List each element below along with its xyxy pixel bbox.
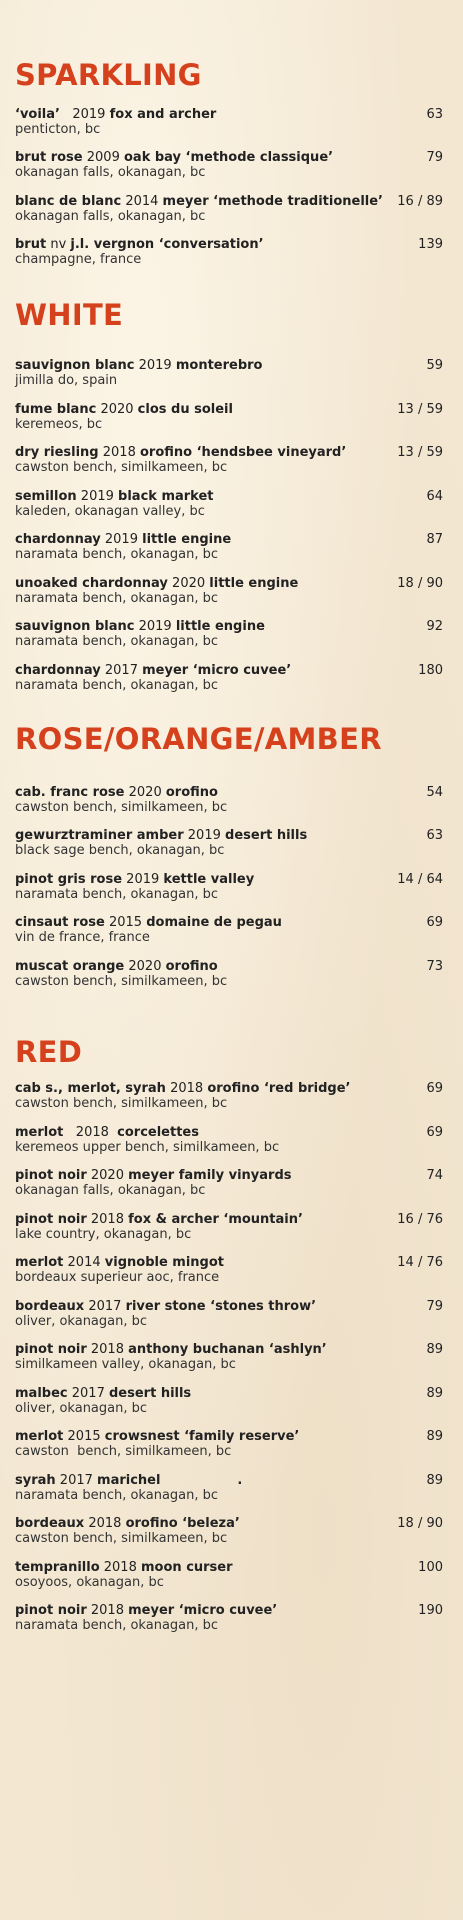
wine-list-item: [15, 915, 443, 951]
wine-list-item: [15, 402, 443, 438]
producer-name: orofino ‘red bridge’: [207, 1081, 351, 1096]
wine-list-item: [15, 532, 443, 568]
wine-list-item: [15, 1560, 443, 1596]
wine-price: 79: [426, 150, 443, 165]
producer-name: little engine: [209, 576, 299, 591]
producer-name: river stone ‘stones throw’: [125, 1299, 317, 1314]
vintage-year: 2017: [71, 1386, 105, 1401]
vintage-year: 2019: [104, 532, 138, 547]
wine-name-line: [15, 1516, 443, 1531]
vintage-year: 2018: [103, 1560, 137, 1575]
wine-name-line: [15, 1168, 443, 1183]
wine-price: 89: [426, 1386, 443, 1401]
wine-price: 92: [426, 619, 443, 634]
wine-name-line: [15, 828, 443, 843]
wine-region: cawston bench, similkameen, bc: [15, 1531, 228, 1546]
grape-variety: muscat orange: [15, 959, 125, 974]
wine-list-item: [15, 663, 443, 699]
wine-region: black sage bench, okanagan, bc: [15, 843, 225, 858]
wine-price: 89: [426, 1429, 443, 1444]
wine-list-item: [15, 576, 443, 612]
producer-name: j.l. vergnon ‘conversation’: [70, 237, 264, 252]
vintage-year: 2019: [138, 619, 172, 634]
wine-region: naramata bench, okanagan, bc: [15, 591, 219, 606]
wine-region: cawston bench, similkameen, bc: [15, 974, 228, 989]
wine-name-line: [15, 358, 443, 373]
vintage-year: 2018: [67, 1125, 114, 1140]
wine-name-line: [15, 1560, 443, 1575]
wine-name-line: [15, 619, 443, 634]
grape-variety: pinot noir: [15, 1168, 87, 1183]
wine-price: 59: [426, 358, 443, 373]
wine-price: 89: [426, 1342, 443, 1357]
wine-list-item: [15, 1125, 443, 1161]
wine-name-line: [15, 237, 443, 252]
vintage-year: 2020: [128, 785, 162, 800]
grape-variety: blanc de blanc: [15, 194, 122, 209]
wine-price: 69: [426, 1125, 443, 1140]
grape-variety: syrah: [15, 1473, 56, 1488]
wine-region: penticton, bc: [15, 122, 101, 137]
vintage-year: 2018: [102, 445, 136, 460]
producer-name: orofino ‘beleza’: [125, 1516, 240, 1531]
wine-name-line: [15, 1429, 443, 1444]
wine-region: osoyoos, okanagan, bc: [15, 1575, 164, 1590]
vintage-year: nv: [50, 237, 67, 252]
producer-name: meyer family vinyards: [128, 1168, 292, 1183]
producer-name: fox & archer ‘mountain’: [128, 1212, 303, 1227]
vintage-year: 2019: [64, 107, 106, 122]
wine-region: champagne, france: [15, 252, 142, 267]
wine-list-item: [15, 1473, 443, 1509]
wine-name-line: [15, 1473, 443, 1488]
wine-list-item: [15, 1255, 443, 1291]
grape-variety: tempranillo: [15, 1560, 100, 1575]
producer-name: little engine: [142, 532, 232, 547]
vintage-year: 2018: [90, 1603, 124, 1618]
grape-variety: brut rose: [15, 150, 83, 165]
grape-variety: merlot: [15, 1255, 64, 1270]
vintage-year: 2019: [138, 358, 172, 373]
producer-name: monterebro: [175, 358, 263, 373]
wine-list-item: [15, 828, 443, 864]
wine-region: cawston bench, similkameen, bc: [15, 1096, 228, 1111]
producer-name: oak bay ‘methode classique’: [123, 150, 334, 165]
wine-price: 18 / 90: [397, 576, 443, 591]
producer-name: crowsnest ‘family reserve’: [104, 1429, 300, 1444]
wine-price: 74: [426, 1168, 443, 1183]
grape-variety: ‘voila’: [15, 107, 60, 122]
grape-variety: bordeaux: [15, 1516, 85, 1531]
producer-name: vignoble mingot: [104, 1255, 224, 1270]
producer-name: domaine de pegau: [146, 915, 282, 930]
wine-list-item: [15, 237, 443, 273]
vintage-year: 2020: [172, 576, 206, 591]
wine-region: okanagan falls, okanagan, bc: [15, 165, 206, 180]
wine-name-line: [15, 194, 443, 209]
wine-region: cawston bench, similkameen, bc: [15, 460, 228, 475]
wine-name-line: [15, 445, 443, 460]
wine-region: similkameen valley, okanagan, bc: [15, 1357, 236, 1372]
wine-region: vin de france, france: [15, 930, 150, 945]
wine-price: 13 / 59: [397, 402, 443, 417]
grape-variety: fume blanc: [15, 402, 97, 417]
vintage-year: 2020: [100, 402, 134, 417]
producer-name: black market: [118, 489, 214, 504]
wine-name-line: [15, 1125, 443, 1140]
vintage-year: 2020: [90, 1168, 124, 1183]
producer-name: clos du soleil: [137, 402, 233, 417]
producer-name: orofino ‘hendsbee vineyard’: [140, 445, 347, 460]
wine-list-item: [15, 619, 443, 655]
wine-price: 100: [418, 1560, 443, 1575]
wine-list-item: [15, 194, 443, 230]
vintage-year: 2018: [88, 1516, 122, 1531]
wine-name-line: [15, 1255, 443, 1270]
wine-name-line: [15, 1212, 443, 1227]
wine-price: 89: [426, 1473, 443, 1488]
wine-price: 79: [426, 1299, 443, 1314]
wine-price: 190: [418, 1603, 443, 1618]
wine-region: naramata bench, okanagan, bc: [15, 1618, 219, 1633]
wine-region: lake country, okanagan, bc: [15, 1227, 192, 1242]
wine-list-item: [15, 959, 443, 995]
producer-name: little engine: [175, 619, 265, 634]
wine-list-item: [15, 785, 443, 821]
wine-name-line: [15, 402, 443, 417]
wine-list-item: [15, 1168, 443, 1204]
grape-variety: unoaked chardonnay: [15, 576, 168, 591]
wine-price: 63: [426, 828, 443, 843]
wine-region: okanagan falls, okanagan, bc: [15, 1183, 206, 1198]
producer-name: meyer ‘methode traditionelle’: [162, 194, 383, 209]
wine-price: 14 / 64: [397, 872, 443, 887]
vintage-year: 2018: [90, 1342, 124, 1357]
wine-list-item: [15, 358, 443, 394]
wine-list-item: [15, 1429, 443, 1465]
wine-region: cawston bench, similkameen, bc: [15, 1444, 232, 1459]
producer-name: orofino: [165, 785, 218, 800]
wine-list-item: [15, 1386, 443, 1422]
vintage-year: 2019: [187, 828, 221, 843]
producer-name: desert hills: [108, 1386, 192, 1401]
grape-variety: semillon: [15, 489, 77, 504]
grape-variety: bordeaux: [15, 1299, 85, 1314]
vintage-year: 2015: [108, 915, 143, 930]
vintage-year: 2014: [125, 194, 159, 209]
wine-name-line: [15, 1386, 443, 1401]
wine-name-line: [15, 107, 443, 122]
grape-variety: chardonnay: [15, 532, 101, 547]
wine-list-item: [15, 489, 443, 525]
wine-region: kaleden, okanagan valley, bc: [15, 504, 205, 519]
wine-region: keremeos, bc: [15, 417, 103, 432]
wine-name-line: [15, 915, 443, 930]
wine-list-item: [15, 107, 443, 143]
grape-variety: cab. franc rose: [15, 785, 125, 800]
wine-list-item: [15, 1299, 443, 1335]
vintage-year: 2014: [67, 1255, 101, 1270]
section-title-white: WHITE: [15, 298, 124, 332]
vintage-year: 2018: [90, 1212, 124, 1227]
vintage-year: 2017: [104, 663, 138, 678]
wine-name-line: [15, 663, 443, 678]
wine-price: 139: [418, 237, 443, 252]
producer-name: corcelettes: [117, 1125, 199, 1140]
section-title-red: RED: [15, 1035, 83, 1069]
grape-variety: sauvignon blanc: [15, 358, 135, 373]
wine-name-line: [15, 959, 443, 974]
wine-name-line: [15, 1603, 443, 1618]
vintage-year: 2019: [126, 872, 160, 887]
wine-region: naramata bench, okanagan, bc: [15, 887, 219, 902]
wine-region: naramata bench, okanagan, bc: [15, 634, 219, 649]
producer-name: meyer ‘micro cuvee’: [142, 663, 292, 678]
wine-price: 13 / 59: [397, 445, 443, 460]
producer-name: desert hills: [225, 828, 308, 843]
grape-variety: cinsaut rose: [15, 915, 105, 930]
vintage-year: 2020: [128, 959, 162, 974]
wine-region: naramata bench, okanagan, bc: [15, 1488, 219, 1503]
wine-region: jimilla do, spain: [15, 373, 118, 388]
wine-region: okanagan falls, okanagan, bc: [15, 209, 206, 224]
producer-name: moon curser: [141, 1560, 233, 1575]
grape-variety: merlot: [15, 1429, 64, 1444]
wine-name-line: [15, 785, 443, 800]
grape-variety: pinot gris rose: [15, 872, 123, 887]
wine-price: 16 / 76: [397, 1212, 443, 1227]
grape-variety: pinot noir: [15, 1212, 87, 1227]
wine-price: 73: [426, 959, 443, 974]
producer-name: meyer ‘micro cuvee’: [128, 1603, 278, 1618]
vintage-year: 2009: [86, 150, 120, 165]
wine-region: naramata bench, okanagan, bc: [15, 547, 219, 562]
grape-variety: brut: [15, 237, 47, 252]
wine-name-line: [15, 150, 443, 165]
wine-name-line: [15, 1299, 443, 1314]
producer-name: orofino: [165, 959, 218, 974]
grape-variety: chardonnay: [15, 663, 101, 678]
wine-list-item: [15, 1212, 443, 1248]
grape-variety: merlot: [15, 1125, 64, 1140]
section-title-rose-orange-amber: ROSE/ORANGE/AMBER: [15, 722, 382, 756]
vintage-year: 2015: [67, 1429, 101, 1444]
wine-price: 63: [426, 107, 443, 122]
grape-variety: pinot noir: [15, 1603, 87, 1618]
wine-price: 54: [426, 785, 443, 800]
wine-name-line: [15, 1342, 443, 1357]
wine-region: oliver, okanagan, bc: [15, 1401, 148, 1416]
wine-price: 180: [418, 663, 443, 678]
grape-variety: malbec: [15, 1386, 68, 1401]
wine-price: 64: [426, 489, 443, 504]
wine-name-line: [15, 576, 443, 591]
grape-variety: pinot noir: [15, 1342, 87, 1357]
vintage-year: 2018: [170, 1081, 204, 1096]
section-title-sparkling: SPARKLING: [15, 58, 202, 92]
grape-variety: gewurztraminer amber: [15, 828, 184, 843]
wine-region: oliver, okanagan, bc: [15, 1314, 148, 1329]
wine-region: naramata bench, okanagan, bc: [15, 678, 219, 693]
wine-price: 69: [426, 915, 443, 930]
wine-region: keremeos upper bench, similkameen, bc: [15, 1140, 280, 1155]
vintage-year: 2017: [59, 1473, 93, 1488]
producer-name: kettle valley: [163, 872, 255, 887]
wine-region: bordeaux superieur aoc, france: [15, 1270, 220, 1285]
wine-list-item: [15, 1603, 443, 1639]
wine-price: 18 / 90: [397, 1516, 443, 1531]
wine-name-line: [15, 532, 443, 547]
wine-price: 16 / 89: [397, 194, 443, 209]
wine-list-item: [15, 1342, 443, 1378]
producer-name: fox and archer: [109, 107, 217, 122]
vintage-year: 2019: [80, 489, 114, 504]
wine-region: cawston bench, similkameen, bc: [15, 800, 228, 815]
grape-variety: dry riesling: [15, 445, 99, 460]
wine-list-item: [15, 872, 443, 908]
wine-list-item: [15, 445, 443, 481]
producer-name: anthony buchanan ‘ashlyn’: [128, 1342, 327, 1357]
wine-name-line: [15, 489, 443, 504]
wine-price: 69: [426, 1081, 443, 1096]
wine-price: 14 / 76: [397, 1255, 443, 1270]
grape-variety: sauvignon blanc: [15, 619, 135, 634]
wine-list-item: [15, 1081, 443, 1117]
wine-list-item: [15, 150, 443, 186]
wine-name-line: [15, 1081, 443, 1096]
wine-name-line: [15, 872, 443, 887]
vintage-year: 2017: [88, 1299, 122, 1314]
grape-variety: cab s., merlot, syrah: [15, 1081, 166, 1096]
wine-price: 87: [426, 532, 443, 547]
producer-name: marichel .: [97, 1473, 243, 1488]
wine-list-item: [15, 1516, 443, 1552]
